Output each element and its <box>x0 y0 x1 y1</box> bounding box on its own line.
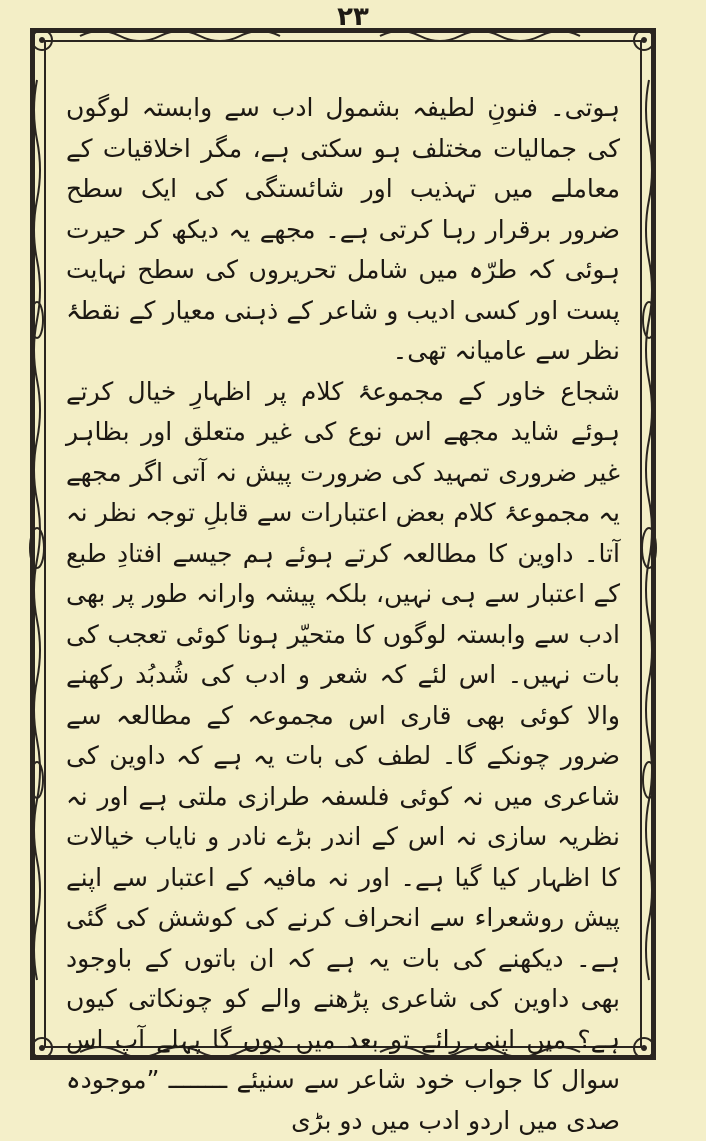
urdu-text-body <box>66 88 620 988</box>
paragraph-1: ہوتی۔ فنونِ لطیفہ بشمول ادب سے وابستہ لوگوں کی جمالیات مختلف ہو سکتی ہے، مگر اخلاقیات کے معاملے میں تہذیب اور شائستگی کی ایک سطح ضرور برقرار رہا کرتی ہے۔ مجھے یہ دیکھ کر حیرت ہوئی کہ طرّہ میں شامل تحریروں کی سطح نہایت پست اور کسی ادیب و شاعر کے ذہنی معیار کے نقطۂ نظر سے عامیانہ تھی۔ <box>66 88 620 372</box>
page-number: ۲۳ <box>0 2 706 32</box>
paragraph-2: شجاع خاور کے مجموعۂ کلام پر اظہارِ خیال کرتے ہوئے شاید مجھے اس نوع کی غیر متعلق اور بظاہر غیر ضروری تمہید کی ضرورت پیش نہ آتی اگر مجھے یہ مجموعۂ کلام بعض اعتبارات سے قابلِ توجہ نظر نہ آتا۔ داوین کا مطالعہ کرتے ہوئے ہم جیسے افتادِ طبع کے اعتبار سے ہی نہیں، بلکہ پیشہ وارانہ طور پر بھی ادب سے وابستہ لوگوں کا متحیّر ہونا کوئی تعجب کی بات نہیں۔ اس لئے کہ شعر و ادب کی شُدبُد رکھنے والا کوئی بھی قاری اس مجموعہ کے مطالعہ سے ضرور چونکے گا۔ لطف کی بات یہ ہے کہ داوین کی شاعری میں نہ کوئی فلسفہ طرازی ملتی ہے اور نہ نظریہ سازی نہ اس کے اندر بڑے نادر و نایاب خیالات کا اظہار کیا گیا ہے۔ اور نہ مافیہ کے اعتبار سے اپنے پیش روشعراء سے انحراف کرنے کی کوشش کی گئی ہے۔ دیکھنے کی بات یہ ہے کہ ان باتوں کے باوجود بھی داوین کی شاعری پڑھنے والے کو چونکاتی کیوں ہے؟ میں اپنی رائے تو بعد میں دوں گا پہلے آپ اس سوال کا جواب خود شاعر سے سنیئے ــــــــ ”موجودہ صدی میں اردو ادب میں دو بڑی <box>66 372 620 1141</box>
